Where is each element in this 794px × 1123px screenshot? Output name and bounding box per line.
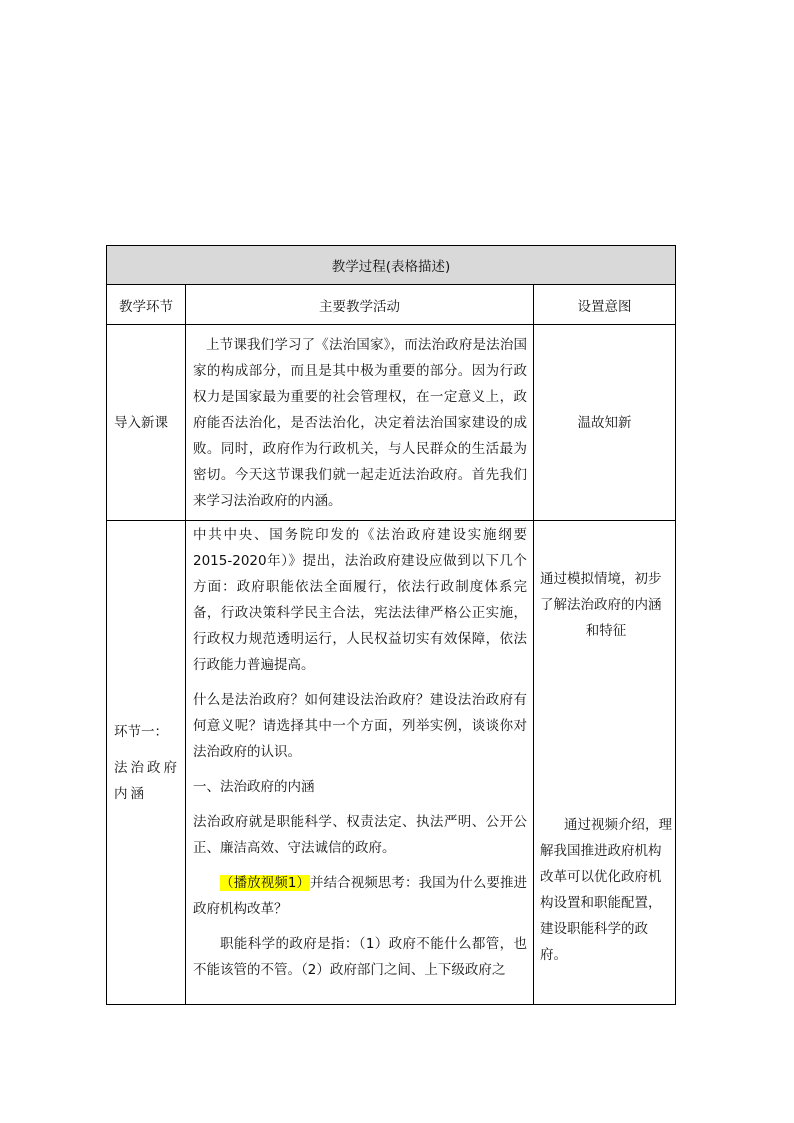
purpose-b-text: 通过视频介绍，理解我国推进政府机构改革可以优化政府机构设置和职能配置，建设职能科学的政府。 [540,817,672,963]
header-purpose: 设置意图 [534,285,676,325]
activity-paragraph-6: 职能科学的政府是指：（1）政府不能什么都管，也不能该管的不管。（2）政府部门之间、上下级政府之 [193,936,527,978]
stage-intro: 导入新课 [107,325,186,521]
stage-section-1 [107,521,186,1005]
teaching-process-table [106,245,676,1005]
activity-paragraph-2: 什么是法治政府？如何建设法治政府？建设法治政府有何意义呢？请选择其中一个方面，列举实例，谈谈你对法治政府的认识。 [193,692,527,760]
purpose-intro: 温故知新 [534,325,676,521]
table-title: 教学过程(表格描述) [107,246,676,285]
purpose-a-text: 通过模拟情境，初步了解法治政府的内涵 [540,571,662,613]
activity-paragraph-5 [193,870,527,922]
activity-paragraph-3: 一、法治政府的内涵 [193,779,315,795]
purpose-section-1 [534,521,676,1005]
header-stage: 教学环节 [107,285,186,325]
purpose-a-tail: 和特征 [585,623,627,639]
purpose-section-1-b [537,812,672,968]
activity-intro [186,325,534,521]
activity-paragraph-1: 中共中央、国务院印发的《法治政府建设实施纲要2015-2020年）》提出，法治政府建设应做到以下几个方面：政府职能依法全面履行，依法行政制度体系完备，行政决策科学民主合法，宪法法律严格公正实施，行政权力规范透明运行，人民权益切实有效保障，依法行政能力普遍提高。 [193,527,527,673]
stage-section-1-line2: 法治政府内涵 [114,759,180,802]
purpose-section-1-a [537,566,672,644]
table-row [107,325,676,521]
activity-intro-text: 上节课我们学习了《法治国家》，而法治政府是法治国家的构成部分，而且是其中极为重要的部分。因为行政权力是国家最为重要的社会管理权，在一定意义上，政府能否法治化，是否法治化，决定着法治国家建设的成败。同时，政府作为行政机关，与人民群众的生活最为密切。今天这节课我们就一起走近法治政府。首先我们来学习法治政府的内涵。 [193,336,527,509]
video-highlight: （播放视频1） [220,875,311,891]
header-activity: 主要教学活动 [186,285,534,325]
activity-section-1 [186,521,534,1005]
activity-paragraph-4: 法治政府就是职能科学、权责法定、执法严明、公开公正、廉洁高效、守法诚信的政府。 [193,814,527,856]
table-row [107,521,676,1005]
activity-paragraph-5-rest: 并结合视频思考：我国为什么要推进政府机构改革？ [193,875,528,917]
stage-section-1-line1: 环节一： [114,723,168,740]
